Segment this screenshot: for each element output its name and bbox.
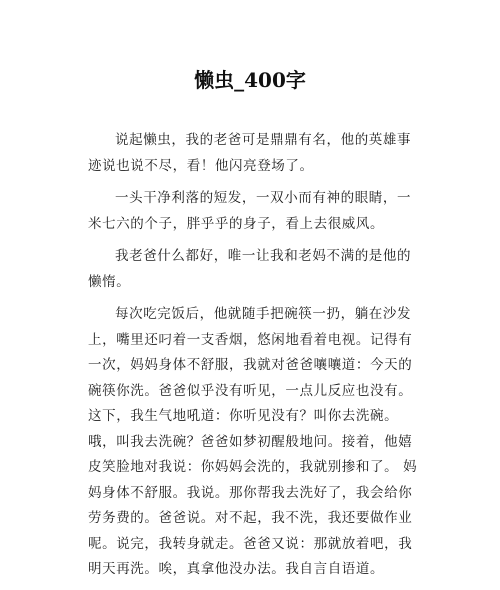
document-body <box>88 128 418 590</box>
paragraph-3: 我老爸什么都好，唯一让我和老妈不满的是他的懒惰。 <box>88 248 412 290</box>
document-title: 懒虫_400字 <box>194 68 306 92</box>
paragraph-4: 每次吃完饭后，他就随手把碗筷一扔，躺在沙发上，嘴里还叼着一支香烟，悠闲地看着电视。记得有一次，妈妈身体不舒服，我就对爸爸嚷嚷道：今天的碗筷你洗。爸爸似乎没有听见，一点儿反应也没有。这下，我生气地吼道：你听见没有？叫你去洗碗。哦，叫我去洗碗？爸爸如梦初醒般地问。接着，他嬉皮笑脸地对我说：你妈妈会洗的，我就别掺和了。 妈妈身体不舒服。我说。那你帮我去洗好了，我会给你劳务费的。爸爸说。对不起，我不洗，我还要做作业呢。说完，我转身就走。爸爸又说：那就放着吧，我明天再洗。唉，真拿他没办法。我自言自语道。 <box>88 306 418 577</box>
paragraph-1: 说起懒虫，我的老爸可是鼎鼎有名，他的英雄事迹说也说不尽，看！他闪亮登场了。 <box>88 132 412 174</box>
paragraph-2: 一头干净利落的短发，一双小而有神的眼睛，一米七六的个子，胖乎乎的身子，看上去很威风。 <box>88 190 412 232</box>
